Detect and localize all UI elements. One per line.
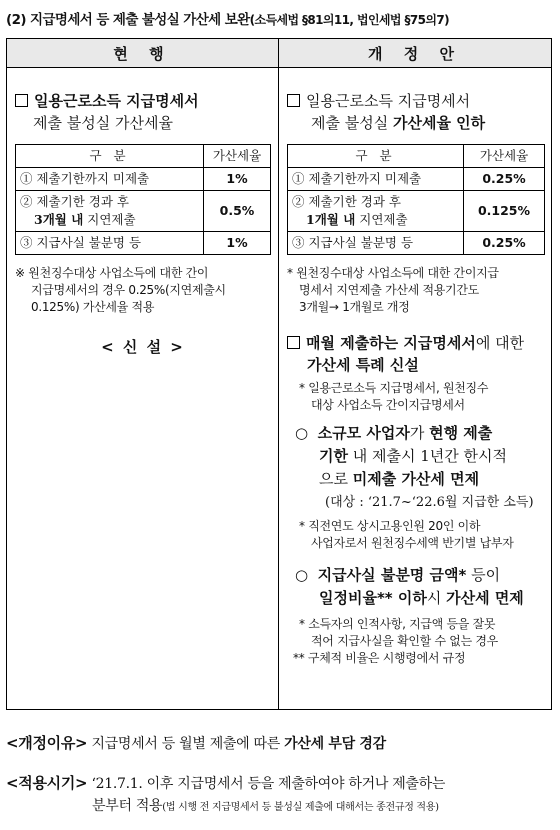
title-main: (2) 지급명세서 등 제출 불성실 가산세 보완: [6, 12, 250, 28]
left-subheading: 제출 불성실 가산세율: [33, 114, 173, 132]
small-business-bullet: ○ 소규모 사업자가 현행 제출 기한 내 제출시 1년간 한시적 으로 미제출 가산세 면제 (대상 : ‘21.7~‘22.6월 지급한 소득): [295, 424, 534, 510]
table-row: ② 제출기한 경과 후 1개월 내 지연제출 0.125%: [288, 191, 545, 232]
table-row: ③ 지급사실 불분명 등 1%: [16, 232, 271, 255]
table-row: ② 제출기한 경과 후 3개월 내 지연제출 0.5%: [16, 191, 271, 232]
left-rate-table: [15, 144, 271, 255]
checkbox-square-icon: [287, 336, 300, 349]
header-proposed: 개 정 안: [279, 39, 551, 68]
amendment-reason: <개정이유> 지급명세서 등 월별 제출에 따른 가산세 부담 경감: [6, 734, 386, 752]
monthly-special-subheading: 가산세 특례 신설: [307, 356, 419, 374]
table-row: ① 제출기한까지 미제출 0.25%: [288, 168, 545, 191]
right-subheading: 제출 불성실 가산세율 인하: [311, 114, 486, 132]
unclear-payment-note: * 소득자의 인적사항, 지급액 등을 잘못 적어 지급사실을 확인할 수 없는 경우 ** 구체적 비율은 시행령에서 규정: [293, 617, 498, 665]
monthly-note: * 일용근로소득 지급명세서, 원천징수 대상 사업소득 간이지급명세서: [299, 381, 489, 412]
proposed-column: [287, 68, 545, 667]
effective-date: <적용시기> ‘21.7.1. 이후 지급명세서 등을 제출하여야 하거나 제출하는 분부터 적용(법 시행 전 지급명세서 등 불성실 제출에 대해서는 종전규정 적용): [6, 774, 446, 814]
left-heading: 일용근로소득 지급명세서: [15, 90, 271, 112]
unclear-payment-bullet: ○ 지급사실 불분명 금액* 등이 일정비율** 이하시 가산세 면제: [295, 566, 524, 607]
rate-header: 가산세율: [204, 145, 271, 168]
rate-header: 가산세율: [464, 145, 545, 168]
right-note: * 원천징수대상 사업소득에 대한 간이지급 명세서 지연제출 가산세 적용기간도 3개월→ 1개월로 개정: [287, 266, 499, 314]
comparison-table: [6, 38, 552, 710]
section-title: [6, 8, 554, 28]
column-divider: [278, 39, 279, 709]
circle-bullet-icon: ○: [295, 424, 309, 442]
checkbox-square-icon: [15, 94, 28, 107]
right-heading: 일용근로소득 지급명세서: [287, 90, 545, 112]
table-row: ① 제출기한까지 미제출 1%: [16, 168, 271, 191]
header-current: 현 행: [7, 39, 278, 68]
monthly-special-heading: 매월 제출하는 지급명세서에 대한: [287, 332, 545, 354]
small-business-note: * 직전연도 상시고용인원 20인 이하 사업자로서 원천징수세액 반기별 납부자: [299, 519, 514, 550]
current-column: [15, 68, 271, 357]
col-header: 구 분: [16, 145, 204, 168]
new-provision-label: < 신 설 >: [101, 338, 185, 356]
right-rate-table: [287, 144, 545, 255]
title-legal-reference: (소득세법 §81의11, 법인세법 §75의7): [249, 13, 450, 27]
left-note: ※ 원천징수대상 사업소득에 대한 간이 지급명세서의 경우 0.25%(지연제출시 0.125%) 가산세율 적용: [15, 266, 226, 314]
col-header: 구 분: [288, 145, 464, 168]
table-row: ③ 지급사실 불분명 등 0.25%: [288, 232, 545, 255]
checkbox-square-icon: [287, 94, 300, 107]
circle-bullet-icon: ○: [295, 566, 309, 584]
